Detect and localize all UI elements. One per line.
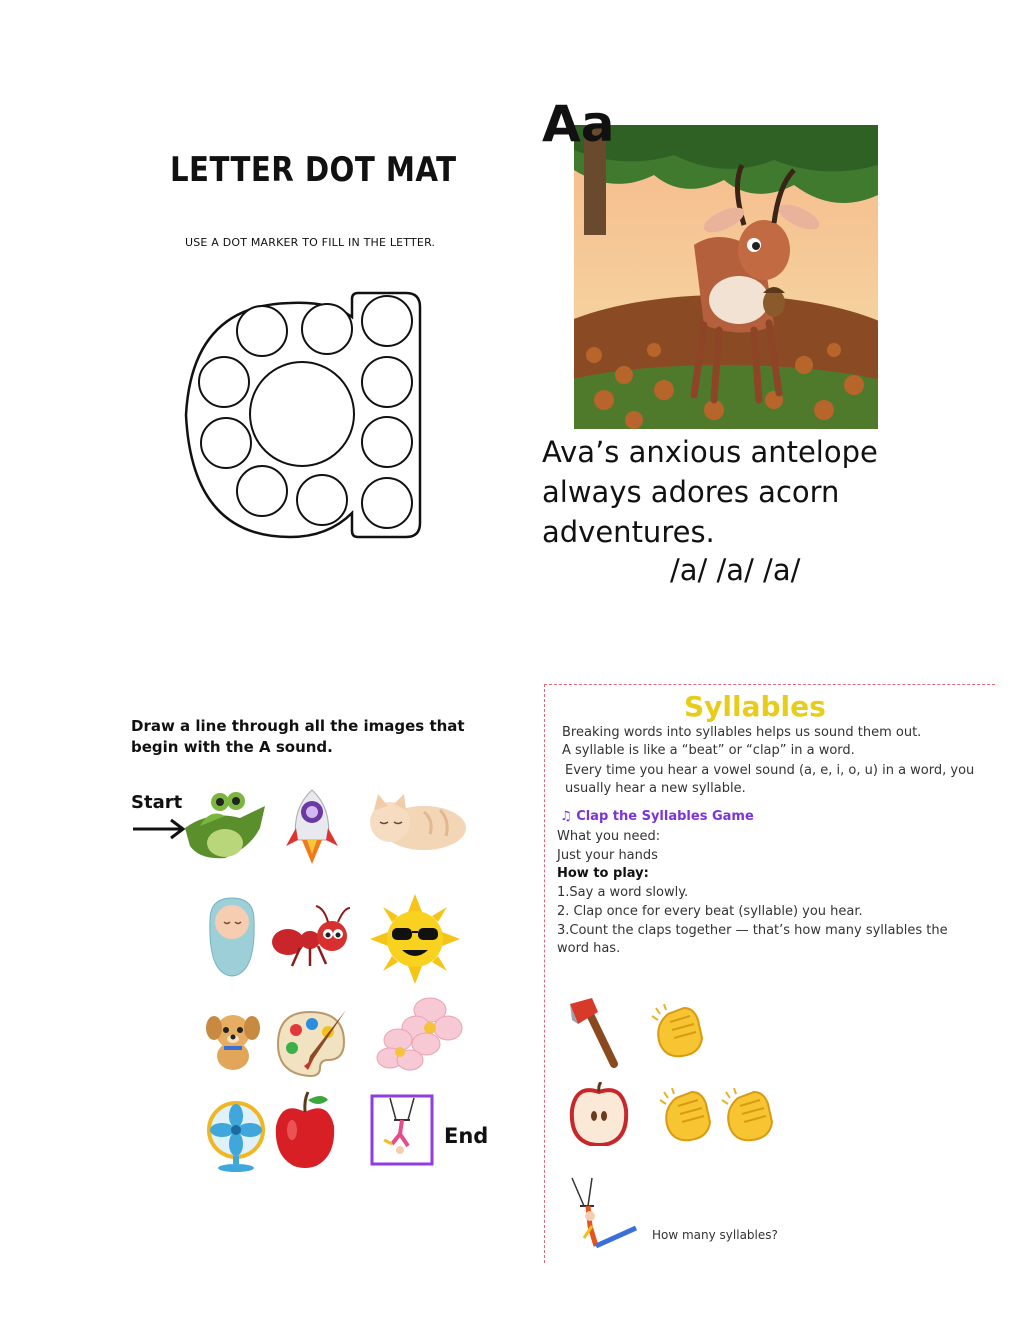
need-label: What you need: [557,829,661,844]
clapping-hands-icon [650,1004,706,1060]
apple-icon [272,1090,338,1170]
maze-start-label: Start [131,792,183,813]
baby-icon [204,896,260,978]
letter-heading: Aa [542,95,615,153]
maze-instruction: Draw a line through all the images that begin with the A sound. [131,717,465,756]
acrobat-icon [370,1094,434,1166]
flower-icon [368,988,468,1072]
step-1: 1.Say a word slowly. [557,885,689,900]
syllable-question: How many syllables? [652,1228,778,1242]
dot-mat-instruction: USE A DOT MARKER TO FILL IN THE LETTER. [185,236,436,249]
syllables-intro-3: Every time you hear a vowel sound (a, e, i, o, u) in a word, you usually hear a new syllable. [565,763,975,796]
axe-icon [566,996,622,1068]
syllables-intro-1: Breaking words into syllables helps us sound them out. [562,725,922,740]
alliteration-sentence: Ava’s anxious antelope always adores acorn adventures. [542,435,878,549]
clap-game-title-text: Clap the Syllables Game [576,809,754,824]
how-to-play-label: How to play: [557,866,649,881]
cat-icon [364,790,468,854]
sun-icon [370,894,460,984]
music-note-icon: ♫ [560,809,572,824]
arrow-right-icon [131,815,187,843]
letter-sounds: /a/ /a/ /a/ [670,553,801,587]
paint-palette-icon [274,1006,348,1080]
acrobat-icon [566,1176,642,1258]
ant-icon [270,904,352,970]
apple-half-icon [568,1082,630,1146]
letter-a-dot-mat [180,285,430,545]
maze-end-label: End [444,1124,489,1148]
step-2: 2. Clap once for every beat (syllable) you hear. [557,904,863,919]
need-value: Just your hands [557,848,658,863]
clapping-hands-icon [658,1088,714,1144]
clap-game-title [560,809,754,824]
step-3: 3.Count the claps together — that’s how many syllables the word has. [557,923,948,956]
dot-mat-title: LETTER DOT MAT [170,150,457,190]
astronaut-icon [284,788,340,866]
clapping-hands-icon [720,1088,776,1144]
alligator-icon [180,788,272,866]
fan-icon [206,1100,266,1172]
syllables-title: Syllables [684,690,826,723]
antelope-with-acorn-icon [574,125,878,429]
dog-icon [204,1006,262,1072]
syllables-intro-2: A syllable is like a “beat” or “clap” in a word. [562,743,855,758]
